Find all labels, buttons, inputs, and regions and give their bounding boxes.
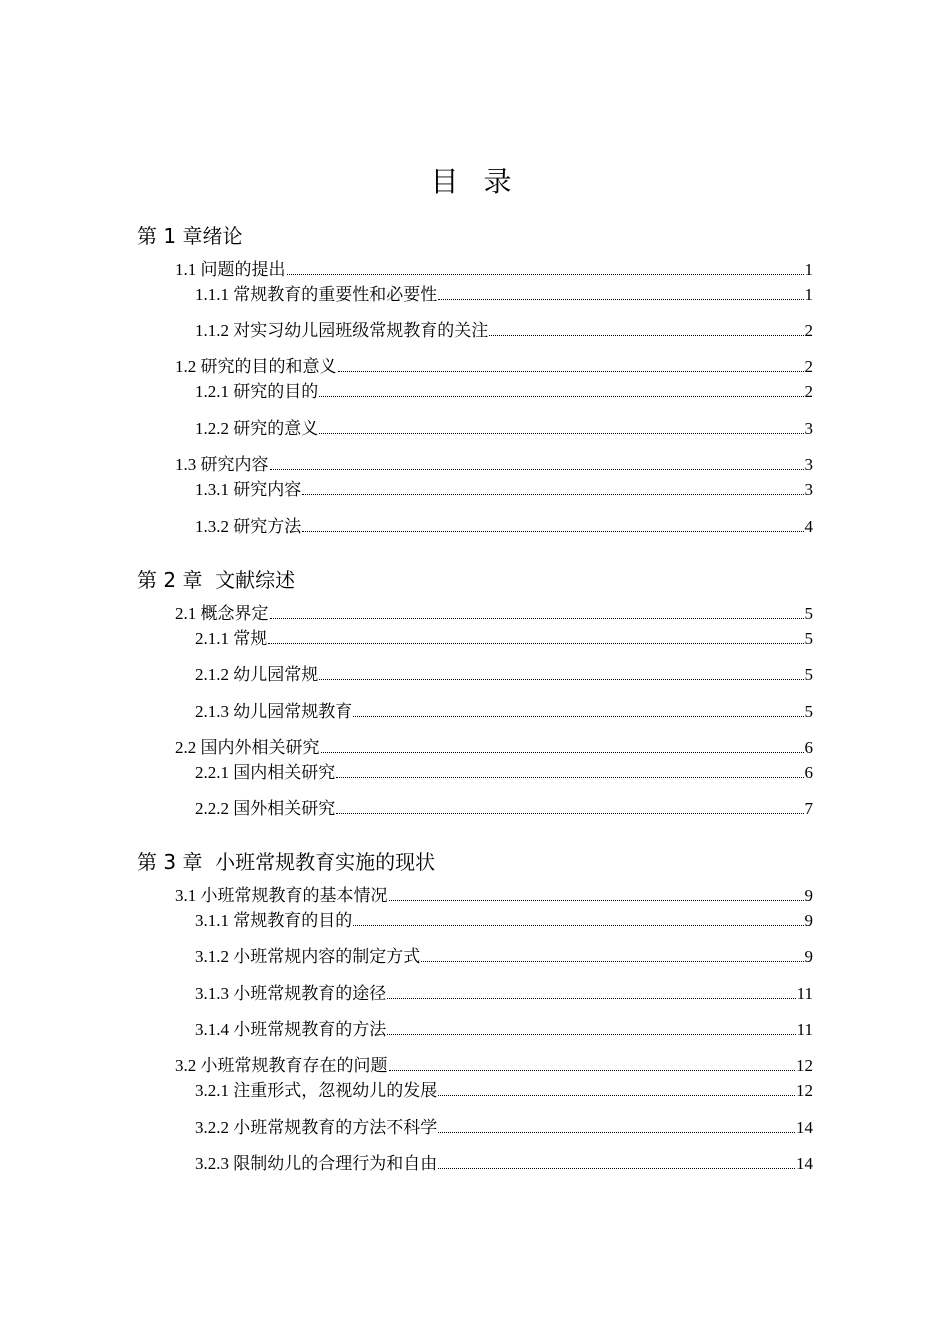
toc-entry-label: 1.1.2 对实习幼儿园班级常规教育的关注 (195, 321, 489, 340)
toc-entry-page: 9 (804, 886, 813, 905)
toc-entry-page: 5 (804, 702, 813, 721)
dot-leader (321, 752, 804, 753)
toc-entry[interactable] (195, 628, 813, 650)
dot-leader (438, 1168, 795, 1169)
toc-entry[interactable] (175, 603, 813, 625)
toc-entry-page: 14 (796, 1154, 813, 1173)
dot-leader (336, 777, 803, 778)
toc-entry-label: 3.1.3 小班常规教育的途径 (195, 984, 387, 1003)
toc-entry-label: 3.1 小班常规教育的基本情况 (175, 886, 388, 905)
toc-entry-page: 2 (804, 321, 813, 340)
dot-leader (270, 618, 804, 619)
toc-entry-label: 1.1 问题的提出 (175, 260, 286, 279)
dot-leader (438, 1132, 795, 1133)
toc-entry[interactable] (175, 737, 813, 759)
toc-entry[interactable] (195, 1080, 813, 1102)
toc-entry[interactable] (195, 320, 813, 342)
dot-leader (268, 643, 803, 644)
chapter-heading: 第 3 章 小班常规教育实施的现状 (137, 850, 436, 874)
dot-leader (353, 925, 803, 926)
toc-entry[interactable] (195, 381, 813, 403)
toc-entry-page: 1 (804, 285, 813, 304)
toc-entry-label: 1.2.2 研究的意义 (195, 419, 319, 438)
toc-entry[interactable] (195, 983, 813, 1005)
dot-leader (387, 998, 795, 999)
toc-entry[interactable] (195, 284, 813, 306)
toc-entry[interactable] (175, 356, 813, 378)
toc-entry-page: 9 (804, 947, 813, 966)
toc-entry-page: 6 (804, 738, 813, 757)
toc-entry-page: 3 (804, 480, 813, 499)
chapter-heading: 第 2 章 文献综述 (137, 568, 296, 592)
dot-leader (319, 433, 803, 434)
toc-entry-page: 14 (796, 1118, 813, 1137)
toc-entry-label: 2.2 国内外相关研究 (175, 738, 320, 757)
dot-leader (302, 531, 803, 532)
toc-entry-page: 5 (804, 629, 813, 648)
toc-entry-page: 2 (804, 382, 813, 401)
toc-entry[interactable] (195, 516, 813, 538)
toc-entry-label: 1.3 研究内容 (175, 455, 269, 474)
toc-entry[interactable] (195, 946, 813, 968)
toc-entry-label: 3.1.1 常规教育的目的 (195, 911, 353, 930)
toc-entry-label: 3.2 小班常规教育存在的问题 (175, 1056, 388, 1075)
toc-entry-label: 2.1.1 常规 (195, 629, 268, 648)
dot-leader (387, 1034, 795, 1035)
toc-entry-page: 1 (804, 260, 813, 279)
toc-entry-label: 1.3.1 研究内容 (195, 480, 302, 499)
dot-leader (319, 396, 803, 397)
toc-entry[interactable] (195, 479, 813, 501)
toc-entry[interactable] (195, 664, 813, 686)
toc-entry-label: 2.1.2 幼儿园常规 (195, 665, 319, 684)
dot-leader (353, 716, 803, 717)
toc-entry-label: 3.2.1 注重形式，忽视幼儿的发展 (195, 1081, 438, 1100)
toc-entry-label: 2.2.2 国外相关研究 (195, 799, 336, 818)
dot-leader (389, 900, 804, 901)
toc-entry-page: 12 (796, 1056, 813, 1075)
toc-entry-page: 3 (804, 419, 813, 438)
toc-entry-page: 11 (796, 1020, 813, 1039)
dot-leader (270, 469, 804, 470)
toc-entry-page: 9 (804, 911, 813, 930)
toc-entry-label: 3.1.4 小班常规教育的方法 (195, 1020, 387, 1039)
dot-leader (438, 1095, 795, 1096)
toc-entry-label: 1.2 研究的目的和意义 (175, 357, 337, 376)
toc-entry[interactable] (175, 454, 813, 476)
toc-entry[interactable] (195, 1019, 813, 1041)
toc-entry[interactable] (195, 762, 813, 784)
dot-leader (389, 1070, 796, 1071)
toc-entry[interactable] (175, 885, 813, 907)
toc-entry[interactable] (195, 418, 813, 440)
toc-entry-page: 11 (796, 984, 813, 1003)
dot-leader (302, 494, 803, 495)
toc-entry[interactable] (195, 1117, 813, 1139)
toc-entry-page: 5 (804, 665, 813, 684)
toc-entry-label: 3.2.3 限制幼儿的合理行为和自由 (195, 1154, 438, 1173)
toc-entry-label: 3.1.2 小班常规内容的制定方式 (195, 947, 421, 966)
toc-entry-page: 3 (804, 455, 813, 474)
toc-entry-label: 1.2.1 研究的目的 (195, 382, 319, 401)
toc-entry-label: 1.1.1 常规教育的重要性和必要性 (195, 285, 438, 304)
toc-entry-page: 4 (804, 517, 813, 536)
dot-leader (421, 961, 803, 962)
dot-leader (287, 274, 804, 275)
toc-entry-page: 2 (804, 357, 813, 376)
toc-entry[interactable] (195, 701, 813, 723)
toc-entry-label: 2.2.1 国内相关研究 (195, 763, 336, 782)
toc-entry[interactable] (175, 259, 813, 281)
toc-entry-label: 1.3.2 研究方法 (195, 517, 302, 536)
toc-entry-label: 2.1 概念界定 (175, 604, 269, 623)
toc-entry[interactable] (175, 1055, 813, 1077)
dot-leader (319, 679, 803, 680)
toc-entry-page: 7 (804, 799, 813, 818)
toc-entry[interactable] (195, 1153, 813, 1175)
toc-entry[interactable] (195, 910, 813, 932)
chapter-heading: 第 1 章绪论 (137, 224, 243, 248)
dot-leader (338, 371, 804, 372)
toc-entry-page: 6 (804, 763, 813, 782)
toc-entry[interactable] (195, 798, 813, 820)
toc-entry-label: 3.2.2 小班常规教育的方法不科学 (195, 1118, 438, 1137)
toc-entry-page: 5 (804, 604, 813, 623)
dot-leader (336, 813, 803, 814)
toc-title: 目 录 (430, 165, 520, 198)
toc-entry-page: 12 (796, 1081, 813, 1100)
dot-leader (438, 299, 803, 300)
toc-entry-label: 2.1.3 幼儿园常规教育 (195, 702, 353, 721)
dot-leader (489, 335, 803, 336)
